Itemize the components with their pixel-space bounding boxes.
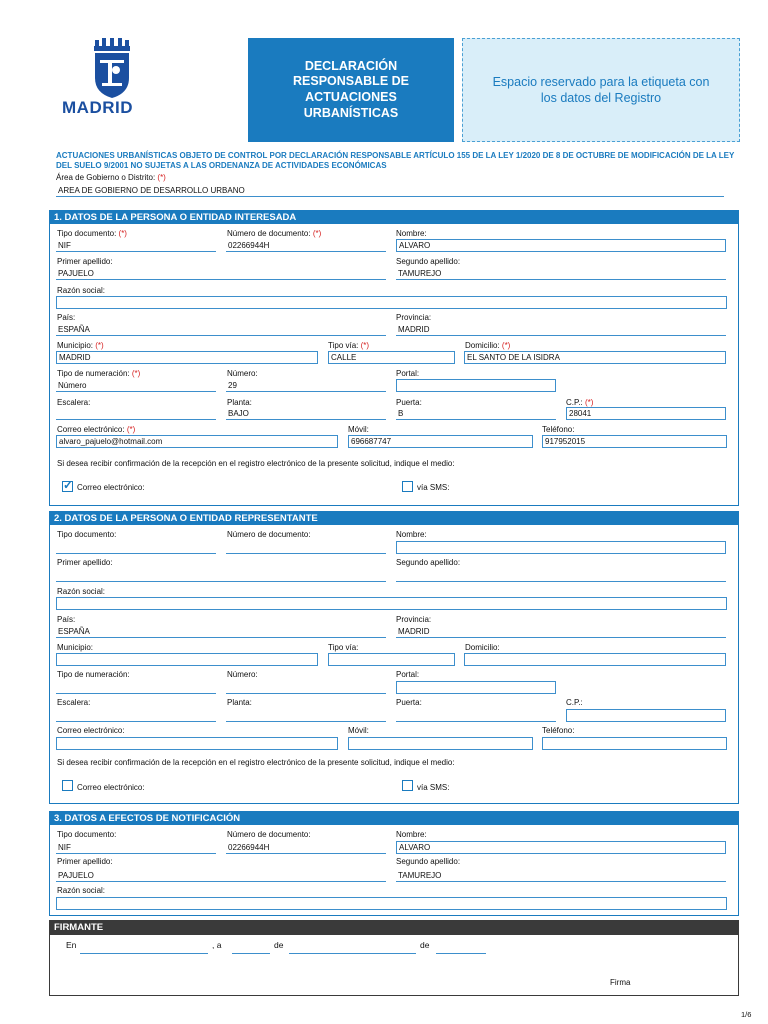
area-field[interactable]: AREA DE GOBIERNO DE DESARROLLO URBANO: [56, 185, 724, 197]
firmante-section: [49, 920, 739, 996]
en-label: En: [66, 940, 77, 950]
escalera-field[interactable]: [56, 710, 216, 722]
razon-social-field[interactable]: [56, 296, 727, 309]
escalera-label: Escalera:: [57, 698, 91, 707]
puerta-field[interactable]: B: [396, 408, 556, 420]
tipo-via-field[interactable]: CALLE: [328, 351, 455, 364]
razon-social-field[interactable]: [56, 897, 727, 910]
segundo-apellido-field[interactable]: TAMUREJO: [396, 268, 726, 280]
tipo-numeracion-label: Tipo de numeración:: [57, 670, 130, 679]
municipio-field[interactable]: MADRID: [56, 351, 318, 364]
numero-documento-label: Número de documento: (*): [227, 229, 322, 238]
primer-apellido-field[interactable]: PAJUELO: [56, 870, 386, 882]
segundo-apellido-field[interactable]: [396, 570, 726, 582]
municipio-label: Municipio:: [57, 643, 94, 652]
tipo-numeracion-label: Tipo de numeración: (*): [57, 369, 141, 378]
primer-apellido-label: Primer apellido:: [57, 257, 113, 266]
tipo-documento-field[interactable]: NIF: [56, 842, 216, 854]
portal-field[interactable]: [396, 681, 556, 694]
section-title: 2. DATOS DE LA PERSONA O ENTIDAD REPRESENTANTE: [50, 512, 738, 525]
primer-apellido-label: Primer apellido:: [57, 558, 113, 567]
numero-documento-field[interactable]: 02266944H: [226, 240, 386, 252]
a-label: , a: [212, 940, 222, 950]
provincia-field[interactable]: MADRID: [396, 626, 726, 638]
segundo-apellido-label: Segundo apellido:: [396, 257, 461, 266]
domicilio-label: Domicilio: (*): [465, 341, 511, 350]
telefono-field[interactable]: [542, 737, 727, 750]
nombre-label: Nombre:: [396, 830, 427, 839]
tipo-via-label: Tipo vía: (*): [328, 341, 370, 350]
cp-label: C.P.: (*): [566, 398, 594, 407]
movil-field[interactable]: [348, 737, 533, 750]
razon-social-label: Razón social:: [57, 587, 106, 596]
day-field[interactable]: [232, 942, 270, 954]
puerta-label: Puerta:: [396, 398, 422, 407]
tipo-documento-label: Tipo documento:: [57, 530, 117, 539]
sms-checkbox[interactable]: [402, 481, 413, 492]
actuaciones-title: ACTUACIONES URBANÍSTICAS OBJETO DE CONTROL POR DECLARACIÓN RESPONSABLE ARTÍCULO 155 DE LA LEY 1/2020 DE 8 DE OCTUBRE DE MODIFICACIÓN DE LA LEY DEL SUELO 9/2001 NO SUJETAS A LAS ORDENANZA DE ACTIVIDADES ECONÓMICAS: [56, 151, 735, 170]
razon-social-label: Razón social:: [57, 886, 106, 895]
area-label: Área de Gobierno o Distrito: (*): [56, 173, 166, 182]
page-number: 1/6: [741, 1010, 752, 1019]
segundo-apellido-label: Segundo apellido:: [396, 558, 461, 567]
numero-documento-label: Número de documento:: [227, 830, 311, 839]
numero-field[interactable]: 29: [226, 380, 386, 392]
sms-checkbox[interactable]: [402, 780, 413, 791]
tipo-numeracion-field[interactable]: [56, 682, 216, 694]
numero-documento-field[interactable]: [226, 542, 386, 554]
correo-field[interactable]: alvaro_pajuelo@hotmail.com: [56, 435, 338, 448]
movil-label: Móvil:: [348, 726, 369, 735]
tipo-via-label: Tipo vía:: [328, 643, 359, 652]
pais-label: País:: [57, 313, 76, 322]
razon-social-field[interactable]: [56, 597, 727, 610]
telefono-label: Teléfono:: [542, 425, 575, 434]
cp-label: C.P.:: [566, 698, 583, 707]
planta-label: Planta:: [227, 698, 252, 707]
cp-field[interactable]: 28041: [566, 407, 726, 420]
tipo-numeracion-field[interactable]: Número: [56, 380, 216, 392]
year-field[interactable]: [436, 942, 486, 954]
correo-field[interactable]: [56, 737, 338, 750]
section-title: 1. DATOS DE LA PERSONA O ENTIDAD INTERESADA: [50, 211, 738, 224]
razon-social-label: Razón social:: [57, 286, 106, 295]
provincia-label: Provincia:: [396, 313, 432, 322]
telefono-field[interactable]: 917952015: [542, 435, 727, 448]
correo-option-label: Correo electrónico:: [77, 783, 145, 792]
correo-option-label: Correo electrónico:: [77, 483, 145, 492]
telefono-label: Teléfono:: [542, 726, 575, 735]
primer-apellido-label: Primer apellido:: [57, 857, 113, 866]
sms-option-label: vía SMS:: [417, 783, 450, 792]
nombre-field[interactable]: [396, 541, 726, 554]
correo-label: Correo electrónico:: [57, 726, 125, 735]
escalera-label: Escalera:: [57, 398, 91, 407]
cp-field[interactable]: [566, 709, 726, 722]
document-title: DECLARACIÓN RESPONSABLE DE ACTUACIONES URBANÍSTICAS: [248, 38, 454, 142]
numero-field[interactable]: [226, 682, 386, 694]
tipo-documento-field[interactable]: NIF: [56, 240, 216, 252]
logo-text: MADRID: [62, 98, 133, 117]
primer-apellido-field[interactable]: PAJUELO: [56, 268, 386, 280]
escalera-field[interactable]: [56, 408, 216, 420]
registry-label-area: Espacio reservado para la etiqueta con los datos del Registro: [462, 38, 740, 142]
nombre-label: Nombre:: [396, 530, 427, 539]
municipio-label: Municipio: (*): [57, 341, 104, 350]
portal-label: Portal:: [396, 369, 420, 378]
pais-field[interactable]: ESPAÑA: [56, 626, 386, 638]
municipio-field[interactable]: [56, 653, 318, 666]
firmante-title: FIRMANTE: [50, 921, 738, 935]
confirm-text: Si desea recibir confirmación de la recepción en el registro electrónico de la presente solicitud, indique el medio:: [57, 758, 455, 767]
portal-field[interactable]: [396, 379, 556, 392]
numero-documento-field[interactable]: 02266944H: [226, 842, 386, 854]
confirm-text: Si desea recibir confirmación de la recepción en el registro electrónico de la presente solicitud, indique el medio:: [57, 459, 455, 468]
tipo-documento-label: Tipo documento:: [57, 830, 117, 839]
firma-label: Firma: [610, 978, 631, 987]
place-field[interactable]: [80, 942, 208, 954]
segundo-apellido-label: Segundo apellido:: [396, 857, 461, 866]
planta-field[interactable]: [226, 710, 386, 722]
movil-field[interactable]: 696687747: [348, 435, 533, 448]
numero-label: Número:: [227, 670, 258, 679]
provincia-field[interactable]: MADRID: [396, 324, 726, 336]
domicilio-field[interactable]: EL SANTO DE LA ISIDRA: [464, 351, 726, 364]
nombre-label: Nombre:: [396, 229, 427, 238]
correo-checkbox[interactable]: [62, 478, 74, 492]
primer-apellido-field[interactable]: [56, 570, 386, 582]
domicilio-field[interactable]: [464, 653, 726, 666]
provincia-label: Provincia:: [396, 615, 432, 624]
correo-label: Correo electrónico: (*): [57, 425, 136, 434]
section-title: 3. DATOS A EFECTOS DE NOTIFICACIÓN: [50, 812, 738, 825]
domicilio-label: Domicilio:: [465, 643, 500, 652]
tipo-documento-field[interactable]: [56, 542, 216, 554]
de-label: de: [274, 940, 284, 950]
pais-field[interactable]: ESPAÑA: [56, 324, 386, 336]
tipo-via-field[interactable]: [328, 653, 455, 666]
sms-option-label: vía SMS:: [417, 483, 450, 492]
planta-label: Planta:: [227, 398, 252, 407]
movil-label: Móvil:: [348, 425, 369, 434]
puerta-field[interactable]: [396, 710, 556, 722]
nombre-field[interactable]: ALVARO: [396, 841, 726, 854]
pais-label: País:: [57, 615, 76, 624]
tipo-documento-label: Tipo documento: (*): [57, 229, 127, 238]
planta-field[interactable]: BAJO: [226, 408, 386, 420]
puerta-label: Puerta:: [396, 698, 422, 707]
nombre-field[interactable]: ALVARO: [396, 239, 726, 252]
correo-checkbox[interactable]: [62, 780, 73, 791]
numero-label: Número:: [227, 369, 258, 378]
segundo-apellido-field[interactable]: TAMUREJO: [396, 870, 726, 882]
numero-documento-label: Número de documento:: [227, 530, 311, 539]
portal-label: Portal:: [396, 670, 420, 679]
check-icon: ✓: [63, 478, 74, 492]
month-field[interactable]: [289, 942, 416, 954]
de-label: de: [420, 940, 430, 950]
